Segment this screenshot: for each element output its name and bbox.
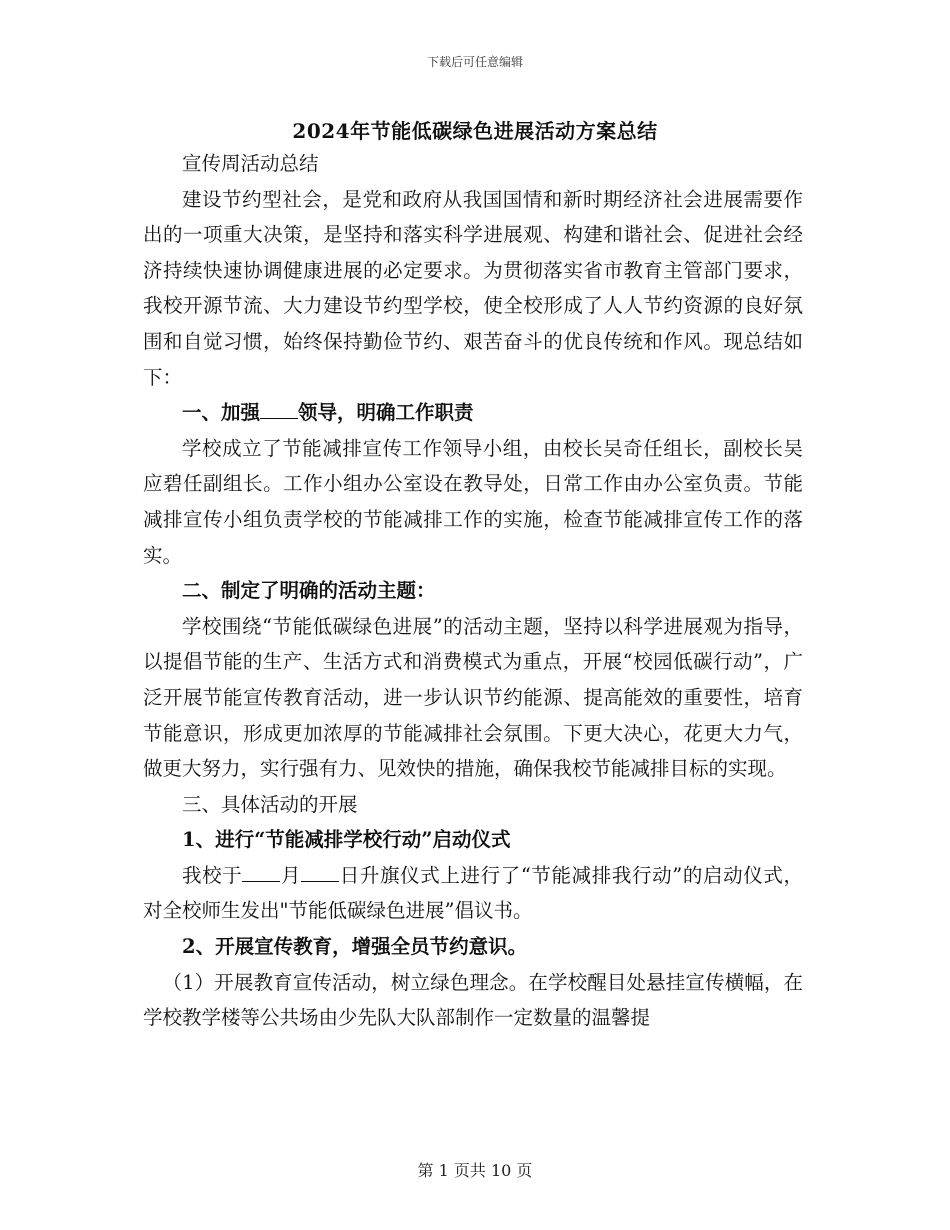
document-title: 2024年节能低碳绿色进展活动方案总结 — [292, 119, 658, 143]
section-3-item-2-text: （1）开展教育宣传活动，树立绿色理念。在学校醒目处悬挂宣传横幅，在学校教学楼等公共场由少先队大队部制作一定数量的温馨提 — [143, 970, 803, 1030]
page-footer: 第 1 页共 10 页 — [417, 1161, 533, 1180]
section-1-heading-post: 领导，明确工作职责 — [298, 401, 474, 425]
section-3-item-1-text — [143, 858, 803, 929]
blank-line — [260, 417, 298, 419]
section-1-text: 学校成立了节能减排宣传工作领导小组，由校长吴奇任组长，副校长吴应碧任副组长。工作小组办公室设在教导处，日常工作由办公室负责。节能减排宣传小组负责学校的节能减排工作的实施，检查节能减排宣传工作的落实。 — [143, 436, 803, 567]
section-3-heading: 三、具体活动的开展 — [182, 792, 358, 816]
blank-line — [301, 880, 339, 882]
item-1-text-a: 我校于 — [182, 863, 243, 887]
item-1-text-c: 日升旗仪式上进行了“节能减排我行动”的启动仪式，对全校师生发出"节能低碳绿色进展”倡议书。 — [143, 863, 803, 923]
section-2-text: 学校围绕“节能低碳绿色进展”的活动主题，坚持以科学进展观为指导，以提倡节能的生产、生活方式和消费模式为重点，开展“校园低碳行动”，广泛开展节能宣传教育活动，进一步认识节约能源、提高能效的重要性，培育节能意识，形成更加浓厚的节能减排社会氛围。下更大决心，花更大力气，做更大努力，实行强有力、见效快的措施，确保我校节能减排目标的实现。 — [143, 614, 803, 781]
subtitle: 宣传周活动总结 — [182, 152, 319, 175]
blank-line — [242, 880, 280, 882]
section-3-item-2-heading: 2、开展宣传教育，增强全员节约意识。 — [182, 935, 528, 959]
section-1-heading — [143, 395, 803, 431]
section-3-item-1-heading: 1、进行“节能减排学校行动”启动仪式 — [182, 828, 511, 852]
section-1-heading-pre: 一、加强 — [182, 401, 261, 425]
item-1-text-b: 月 — [280, 863, 302, 887]
document-body — [143, 146, 803, 1036]
section-2-heading: 二、制定了明确的活动主题： — [182, 579, 436, 603]
intro-paragraph: 建设节约型社会，是党和政府从我国国情和新时期经济社会进展需要作出的一项重大决策，是坚持和落实科学进展观、构建和谐社会、促进社会经济持续快速协调健康进展的必定要求。为贯彻落实省市教育主管部门要求，我校开源节流、大力建设节约型学校，使全校形成了人人节约资源的良好氛围和自觉习惯，始终保持勤俭节约、艰苦奋斗的优良传统和作风。现总结如下： — [143, 187, 803, 389]
header-note: 下载后可任意编辑 — [426, 55, 523, 69]
